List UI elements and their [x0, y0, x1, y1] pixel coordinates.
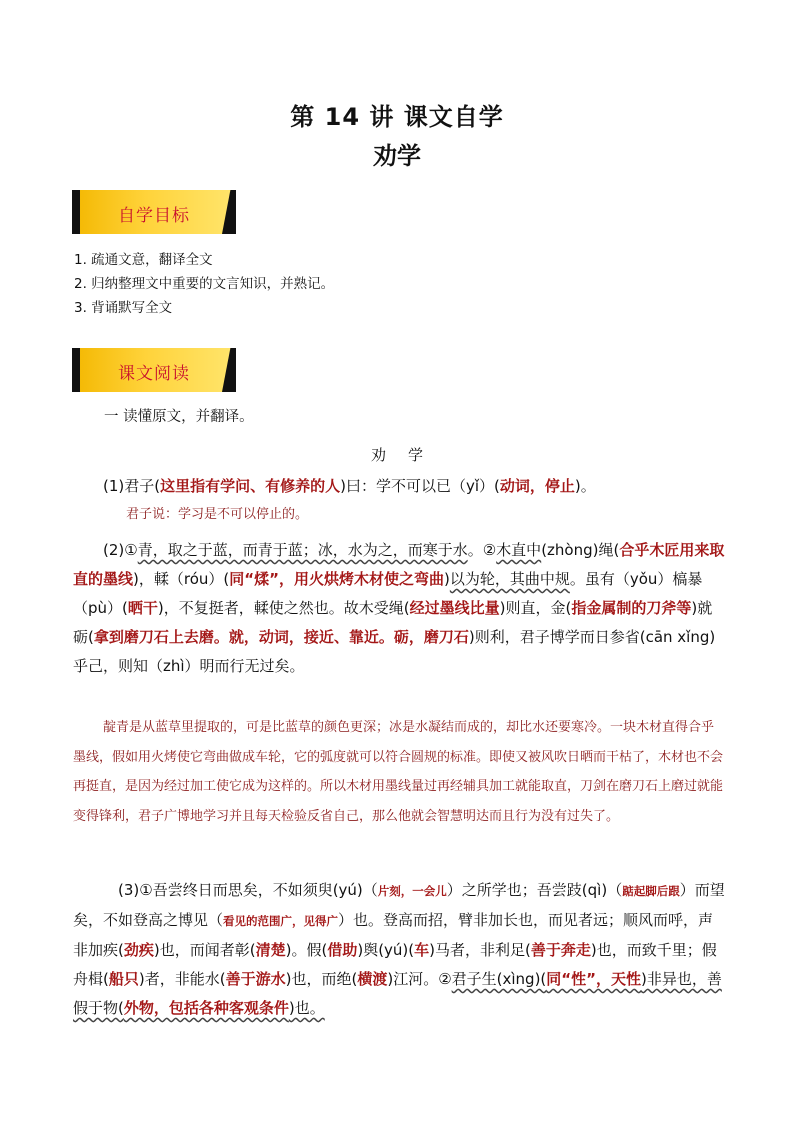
paragraph-3	[73, 876, 725, 1023]
text-run: )也，而致千里；假舟楫(	[73, 941, 717, 988]
goal-item: 1. 疏通文意，翻译全文	[74, 252, 213, 268]
text-run: )则利，君子博学而日参省(cān xǐng)乎己，则知（zhì）明而行无过矣。	[73, 628, 716, 675]
text-run: )者，非能水(	[138, 970, 226, 988]
annotation: 火烘烤木材使之弯曲	[308, 570, 444, 588]
annotation: 横渡	[357, 970, 388, 988]
annotation: 片刻，一会儿	[377, 884, 447, 898]
annotation: 善于游水	[225, 970, 286, 988]
annotation: 善于奔走	[530, 941, 591, 959]
text-run: )，不复挺者，輮使之然也。故木受绳(	[157, 599, 410, 617]
text-run: ）也。登高而招，臂非加长也，而见者远；顺风而呼，声非加疾(	[73, 911, 714, 959]
key-sentence: 青，取之于蓝，而青于蓝；冰，水为之，而寒于水	[137, 541, 468, 559]
annotation: 踮起脚后跟	[622, 884, 680, 898]
text-run: )也。	[288, 999, 325, 1017]
passage-title: 劝学	[370, 446, 445, 464]
annotation: 这里指有学问、有修养的人	[160, 477, 341, 495]
annotation: 动词，停止	[499, 477, 575, 495]
key-sentence: 木直中	[496, 541, 542, 559]
text-run: (1)君子(	[103, 477, 161, 495]
goals-list	[74, 248, 334, 320]
text-run: )曰：学不可以已（yǐ）(	[340, 477, 500, 495]
text-run: )。	[574, 477, 596, 495]
banner-label: 自学目标	[118, 206, 190, 226]
annotation: 经过墨线比量	[409, 599, 500, 617]
text-run: (3)①吾尝终日而思矣，不如须臾(yú)（	[118, 881, 378, 899]
annotation: 晒干	[127, 599, 158, 617]
paragraph-1	[73, 472, 725, 501]
annotation: 同“性”，天性	[546, 970, 642, 988]
text-run: ）而望矣，不如登高之博见（	[73, 881, 725, 929]
reading-instruction: 一 读懂原文，并翻译。	[104, 409, 254, 425]
annotation: 合乎木匠用	[619, 541, 695, 559]
text-run: )非异也，善假于物(	[73, 970, 722, 1017]
paragraph-2	[73, 536, 725, 681]
annotation: 车	[414, 941, 430, 959]
section-banner-goals	[72, 190, 236, 234]
text-run: (2)①	[103, 541, 138, 559]
banner-label: 课文阅读	[118, 364, 190, 384]
text-run: )。假(	[285, 941, 328, 959]
annotation: 劲疾	[123, 941, 154, 959]
goal-item: 3. 背诵默写全文	[74, 300, 173, 316]
translation-2: 靛青是从蓝草里提取的，可是比蓝草的颜色更深；冰是水凝结而成的，却比水还要寒冷。一块木材直得合乎墨线，假如用火烤使它弯曲做成车轮，它的弧度就可以符合圆规的标准。即使又被风吹日晒而干枯了，木材也不会再挺直，是因为经过加工使它成为这样的。所以木材用墨线量过再经辅具加工就能取直，刀剑在磨刀石上磨过就能变得锋利，君子广博地学习并且每天检验反省自己，那么他就会智慧明达而且行为没有过失了。	[73, 720, 724, 824]
text-run: )舆(yú)(	[357, 941, 415, 959]
text-run: (zhòng)绳(	[541, 541, 620, 559]
annotation: 指金属制的刀斧等	[571, 599, 692, 617]
text-run: )也，而闻者彰(	[153, 941, 256, 959]
text-run: 。②	[467, 541, 497, 559]
text-run: )	[443, 570, 450, 588]
text-run: ）之所学也；吾尝跂(qì)（	[446, 881, 623, 899]
annotation: 同“煣”，用	[229, 570, 309, 588]
translation-1: 君子说：学习是不可以停止的。	[126, 507, 309, 522]
annotation: 借助	[327, 941, 358, 959]
goal-item: 2. 归纳整理文中重要的文言知识，并熟记。	[74, 276, 335, 292]
text-run: )也，而绝(	[285, 970, 358, 988]
text-run: )就砺(	[73, 599, 713, 646]
text-run: )马者，非利足(	[429, 941, 531, 959]
text-run: 君子生(xìng)(	[451, 970, 547, 988]
section-banner-reading	[72, 348, 236, 392]
lesson-title: 第 14 讲 课文自学	[290, 103, 504, 131]
annotation: 清楚	[255, 941, 286, 959]
text-run: )，輮（róu）(	[133, 570, 230, 588]
annotation: 船只	[108, 970, 139, 988]
annotation: 拿到磨刀石上去磨。就，动词，接近、靠近。砺，磨刀石	[93, 628, 469, 646]
text-run: 。虽有（yǒu）槁暴（pù）(	[73, 570, 703, 617]
annotation: 看见的范围广，见得广	[223, 914, 339, 928]
key-sentence: 以为轮，其曲中规	[449, 570, 570, 588]
text-run: )江河。②	[387, 970, 452, 988]
annotation: 来取直的墨线	[73, 541, 725, 588]
passage-main-title: 劝学	[373, 142, 421, 170]
text-run: )则直，金(	[499, 599, 572, 617]
annotation: 外物，包括各种客观条件	[123, 999, 289, 1017]
